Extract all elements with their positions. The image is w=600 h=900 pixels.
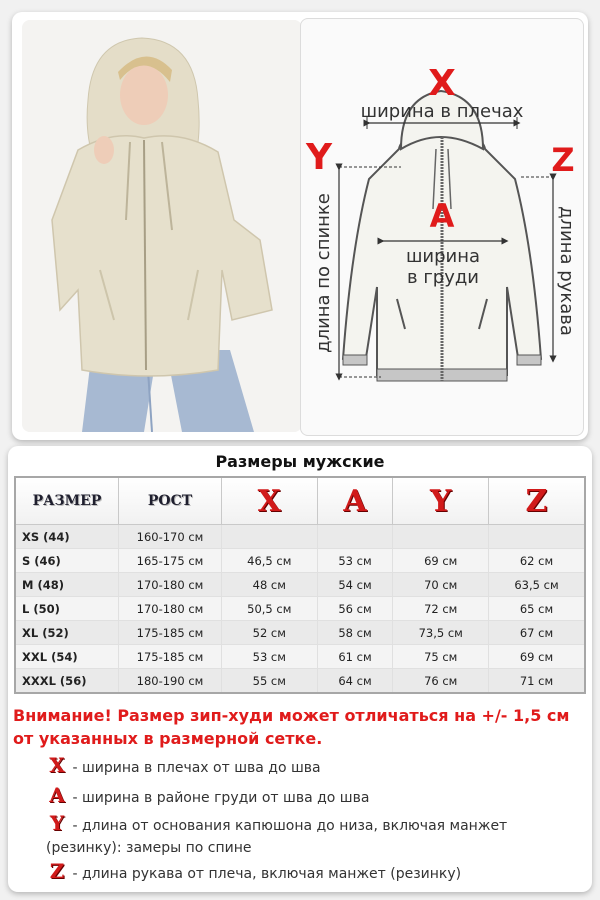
cell-height: 160-170 см bbox=[119, 525, 222, 549]
legend-text: - ширина в плечах от шва до шва bbox=[68, 760, 321, 776]
cell-x: 52 см bbox=[222, 621, 318, 645]
legend-letter: Z bbox=[49, 859, 65, 883]
cell-z: 62 см bbox=[489, 549, 586, 573]
cell-a: 64 см bbox=[317, 669, 393, 694]
cell-height: 175-185 см bbox=[119, 645, 222, 669]
cell-z: 63,5 см bbox=[489, 573, 586, 597]
cell-y: 70 см bbox=[393, 573, 489, 597]
header-y: Y bbox=[393, 477, 489, 525]
label-chest-1: ширина bbox=[405, 246, 481, 267]
cell-y: 76 см bbox=[393, 669, 489, 694]
legend-text: - длина рукава от плеча, включая манжет (резинку) bbox=[68, 866, 462, 882]
size-table bbox=[14, 476, 586, 694]
label-back: длина по спинке bbox=[313, 193, 334, 353]
cell-z: 69 см bbox=[489, 645, 586, 669]
cell-size: XS (44) bbox=[15, 525, 119, 549]
table-row bbox=[15, 621, 585, 645]
legend-item-x bbox=[46, 754, 566, 779]
cell-height: 175-185 см bbox=[119, 621, 222, 645]
header-x: X bbox=[222, 477, 318, 525]
cell-z: 65 см bbox=[489, 597, 586, 621]
header-size: РАЗМЕР bbox=[15, 477, 119, 525]
cell-height: 180-190 см bbox=[119, 669, 222, 694]
header-height: РОСТ bbox=[119, 477, 222, 525]
model-illustration bbox=[22, 20, 302, 432]
size-scheme bbox=[300, 18, 584, 436]
label-shoulders: ширина в плечах bbox=[360, 101, 524, 122]
size-chart-title: Размеры мужские bbox=[215, 452, 385, 471]
cell-x bbox=[222, 525, 318, 549]
cell-x: 53 см bbox=[222, 645, 318, 669]
cell-y: 75 см bbox=[393, 645, 489, 669]
table-header-row bbox=[15, 477, 585, 525]
header-a: A bbox=[317, 477, 393, 525]
table-row bbox=[15, 645, 585, 669]
cell-y: 72 см bbox=[393, 597, 489, 621]
legend-item-z bbox=[46, 860, 566, 885]
legend-item-y bbox=[46, 812, 566, 859]
cell-size: S (46) bbox=[15, 549, 119, 573]
legend-text: - длина от основания капюшона до низа, включая манжет (резинку): замеры по спине bbox=[46, 818, 508, 856]
table-row bbox=[15, 669, 585, 694]
size-chart-card bbox=[8, 446, 592, 892]
cell-a: 54 см bbox=[317, 573, 393, 597]
cell-y: 73,5 см bbox=[393, 621, 489, 645]
cell-y bbox=[393, 525, 489, 549]
cell-z bbox=[489, 525, 586, 549]
table-row bbox=[15, 549, 585, 573]
legend-text: - ширина в районе груди от шва до шва bbox=[68, 790, 370, 806]
cell-height: 170-180 см bbox=[119, 597, 222, 621]
table-row bbox=[15, 573, 585, 597]
cell-x: 55 см bbox=[222, 669, 318, 694]
cell-size: M (48) bbox=[15, 573, 119, 597]
cell-x: 50,5 см bbox=[222, 597, 318, 621]
cell-x: 46,5 см bbox=[222, 549, 318, 573]
letter-z: Z bbox=[551, 141, 575, 179]
legend-letter: X bbox=[49, 753, 65, 777]
product-photo bbox=[22, 20, 302, 432]
cell-a: 61 см bbox=[317, 645, 393, 669]
letter-x: X bbox=[428, 63, 456, 104]
cell-a: 53 см bbox=[317, 549, 393, 573]
size-warning: Внимание! Размер зип-худи может отличаться на +/- 1,5 см от указанных в размерной сетке. bbox=[13, 706, 570, 748]
cell-size: XL (52) bbox=[15, 621, 119, 645]
cell-y: 69 см bbox=[393, 549, 489, 573]
cell-height: 170-180 см bbox=[119, 573, 222, 597]
cell-height: 165-175 см bbox=[119, 549, 222, 573]
cell-size: L (50) bbox=[15, 597, 119, 621]
hoodie-diagram bbox=[301, 19, 583, 435]
legend-letter: A bbox=[49, 783, 65, 807]
cell-a: 56 см bbox=[317, 597, 393, 621]
label-chest-2: в груди bbox=[406, 267, 480, 288]
cell-size: XXXL (56) bbox=[15, 669, 119, 694]
legend-item-a bbox=[46, 784, 566, 809]
letter-a: A bbox=[429, 197, 455, 235]
letter-y: Y bbox=[305, 137, 333, 178]
cell-z: 71 см bbox=[489, 669, 586, 694]
top-card bbox=[12, 12, 588, 440]
table-row bbox=[15, 525, 585, 549]
cell-z: 67 см bbox=[489, 621, 586, 645]
cell-a: 58 см bbox=[317, 621, 393, 645]
legend-letter: Y bbox=[49, 811, 65, 835]
label-sleeve: длина рукава bbox=[556, 206, 577, 336]
cell-a bbox=[317, 525, 393, 549]
cell-size: XXL (54) bbox=[15, 645, 119, 669]
cell-x: 48 см bbox=[222, 573, 318, 597]
table-row bbox=[15, 597, 585, 621]
header-z: Z bbox=[489, 477, 586, 525]
